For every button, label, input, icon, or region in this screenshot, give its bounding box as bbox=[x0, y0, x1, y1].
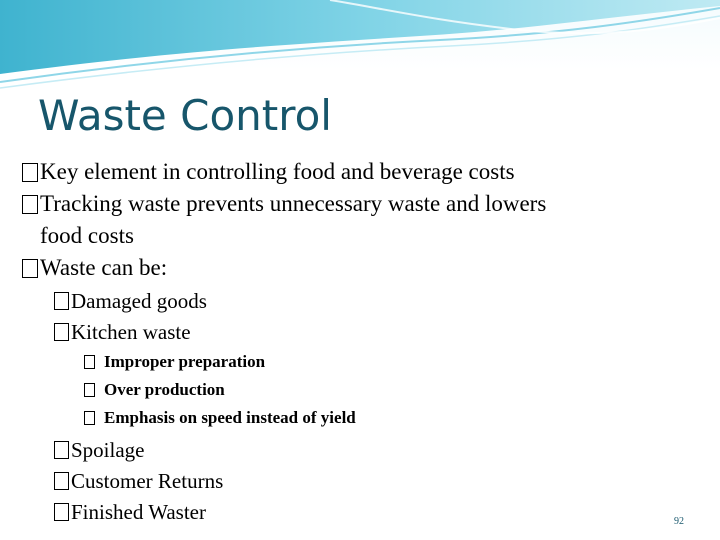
sub-bullet-item bbox=[54, 317, 682, 348]
sub-bullet-item bbox=[54, 497, 682, 528]
bullet-marker-icon bbox=[84, 383, 95, 397]
bullet-list bbox=[22, 156, 682, 528]
bullet-marker-icon bbox=[54, 472, 69, 490]
bullet-item bbox=[22, 188, 682, 252]
sub-sub-bullet-text: Emphasis on speed instead of yield bbox=[104, 408, 356, 427]
sub-bullet-text: Kitchen waste bbox=[71, 320, 191, 344]
sub-bullet-text: Finished Waster bbox=[71, 500, 206, 524]
sub-bullet-text: Customer Returns bbox=[71, 469, 224, 493]
bullet-marker-icon bbox=[84, 355, 95, 369]
bullet-text bbox=[40, 188, 546, 252]
sub-bullet-text: Spoilage bbox=[71, 438, 145, 462]
sub-bullet-text: Damaged goods bbox=[71, 289, 207, 313]
sub-sub-bullet-item bbox=[84, 348, 682, 376]
bullet-item bbox=[22, 156, 682, 188]
bullet-marker-icon bbox=[22, 163, 38, 182]
bullet-text-line: food costs bbox=[40, 223, 134, 248]
bullet-marker-icon bbox=[54, 441, 69, 459]
sub-sub-bullet-item bbox=[84, 376, 682, 404]
sub-sub-bullet-text: Improper preparation bbox=[104, 352, 266, 371]
bullet-text: Waste can be: bbox=[40, 255, 168, 280]
bullet-marker-icon bbox=[54, 503, 69, 521]
bullet-text: Key element in controlling food and beverage costs bbox=[40, 159, 515, 184]
bullet-marker-icon bbox=[54, 292, 69, 310]
sub-sub-bullet-text: Over production bbox=[104, 380, 225, 399]
sub-bullet-item bbox=[54, 286, 682, 317]
page-number: 92 bbox=[674, 516, 684, 527]
bullet-marker-icon bbox=[84, 411, 95, 425]
sub-sub-bullet-item bbox=[84, 404, 682, 432]
bullet-marker-icon bbox=[54, 323, 69, 341]
sub-bullet-item bbox=[54, 466, 682, 497]
bullet-marker-icon bbox=[22, 195, 38, 214]
sub-bullet-item bbox=[54, 435, 682, 466]
header-wave-decoration bbox=[0, 0, 720, 90]
page-title: Waste Control bbox=[38, 91, 332, 140]
bullet-text-line: Tracking waste prevents unnecessary waste and lowers bbox=[40, 191, 547, 216]
bullet-marker-icon bbox=[22, 259, 38, 278]
bullet-item bbox=[22, 252, 682, 284]
